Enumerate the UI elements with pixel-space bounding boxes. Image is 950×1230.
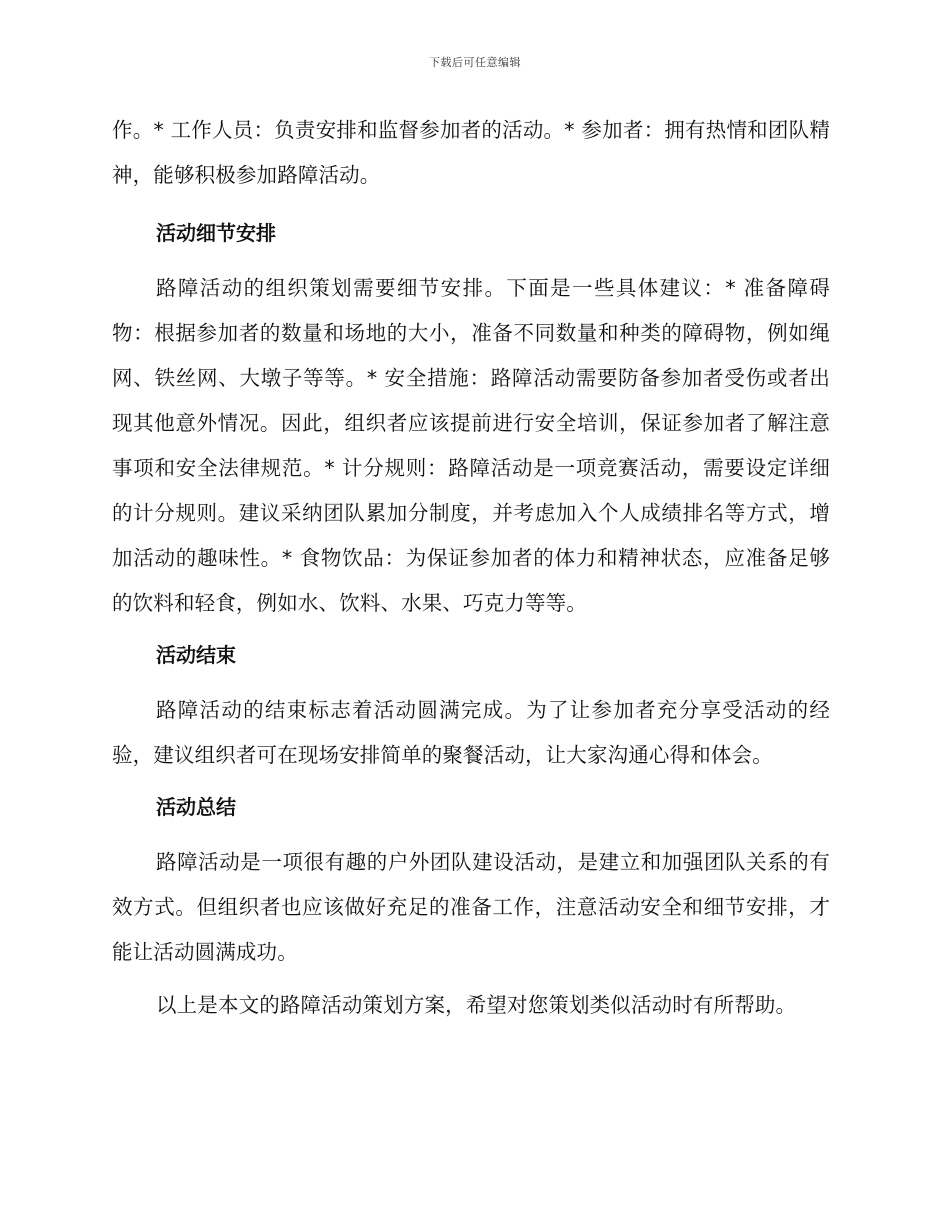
paragraph-activity-details: 路障活动的组织策划需要细节安排。下面是一些具体建议：* 准备障碍物：根据参加者的数量和场地的大小，准备不同数量和种类的障碍物，例如绳网、铁丝网、大墩子等等。* 安全措施：路障活动需要防备参加者受伤或者出现其他意外情况。因此，组织者应该提前进行安全培训，保证参加者了解注意事项和安全法律规范。* 计分规则：路障活动是一项竞赛活动，需要设定详细的计分规则。建议采纳团队累加分制度，并考虑加入个人成绩排名等方式，增加活动的趣味性。* 食物饮品：为保证参加者的体力和精神状态，应准备足够的饮料和轻食，例如水、饮料、水果、巧克力等等。 — [112, 276, 830, 615]
heading-activity-summary: 活动总结 — [156, 795, 236, 819]
document-body — [112, 108, 830, 1028]
heading-activity-details: 活动细节安排 — [156, 221, 276, 245]
paragraph-activity-summary: 路障活动是一项很有趣的户外团队建设活动，是建立和加强团队关系的有效方式。但组织者也应该做好充足的准备工作，注意活动安全和细节安排，才能让活动圆满成功。 — [112, 850, 830, 964]
paragraph-conclusion: 以上是本文的路障活动策划方案，希望对您策划类似活动时有所帮助。 — [156, 993, 797, 1017]
paragraph-activity-end: 路障活动的结束标志着活动圆满完成。为了让参加者充分享受活动的经验，建议组织者可在现场安排简单的聚餐活动，让大家沟通心得和体会。 — [112, 698, 830, 767]
paragraph-staff-participants: 作。* 工作人员：负责安排和监督参加者的活动。* 参加者：拥有热情和团队精神，能够积极参加路障活动。 — [112, 118, 830, 187]
page-header: 下载后可任意编辑 — [429, 56, 521, 69]
heading-activity-end: 活动结束 — [156, 643, 236, 667]
